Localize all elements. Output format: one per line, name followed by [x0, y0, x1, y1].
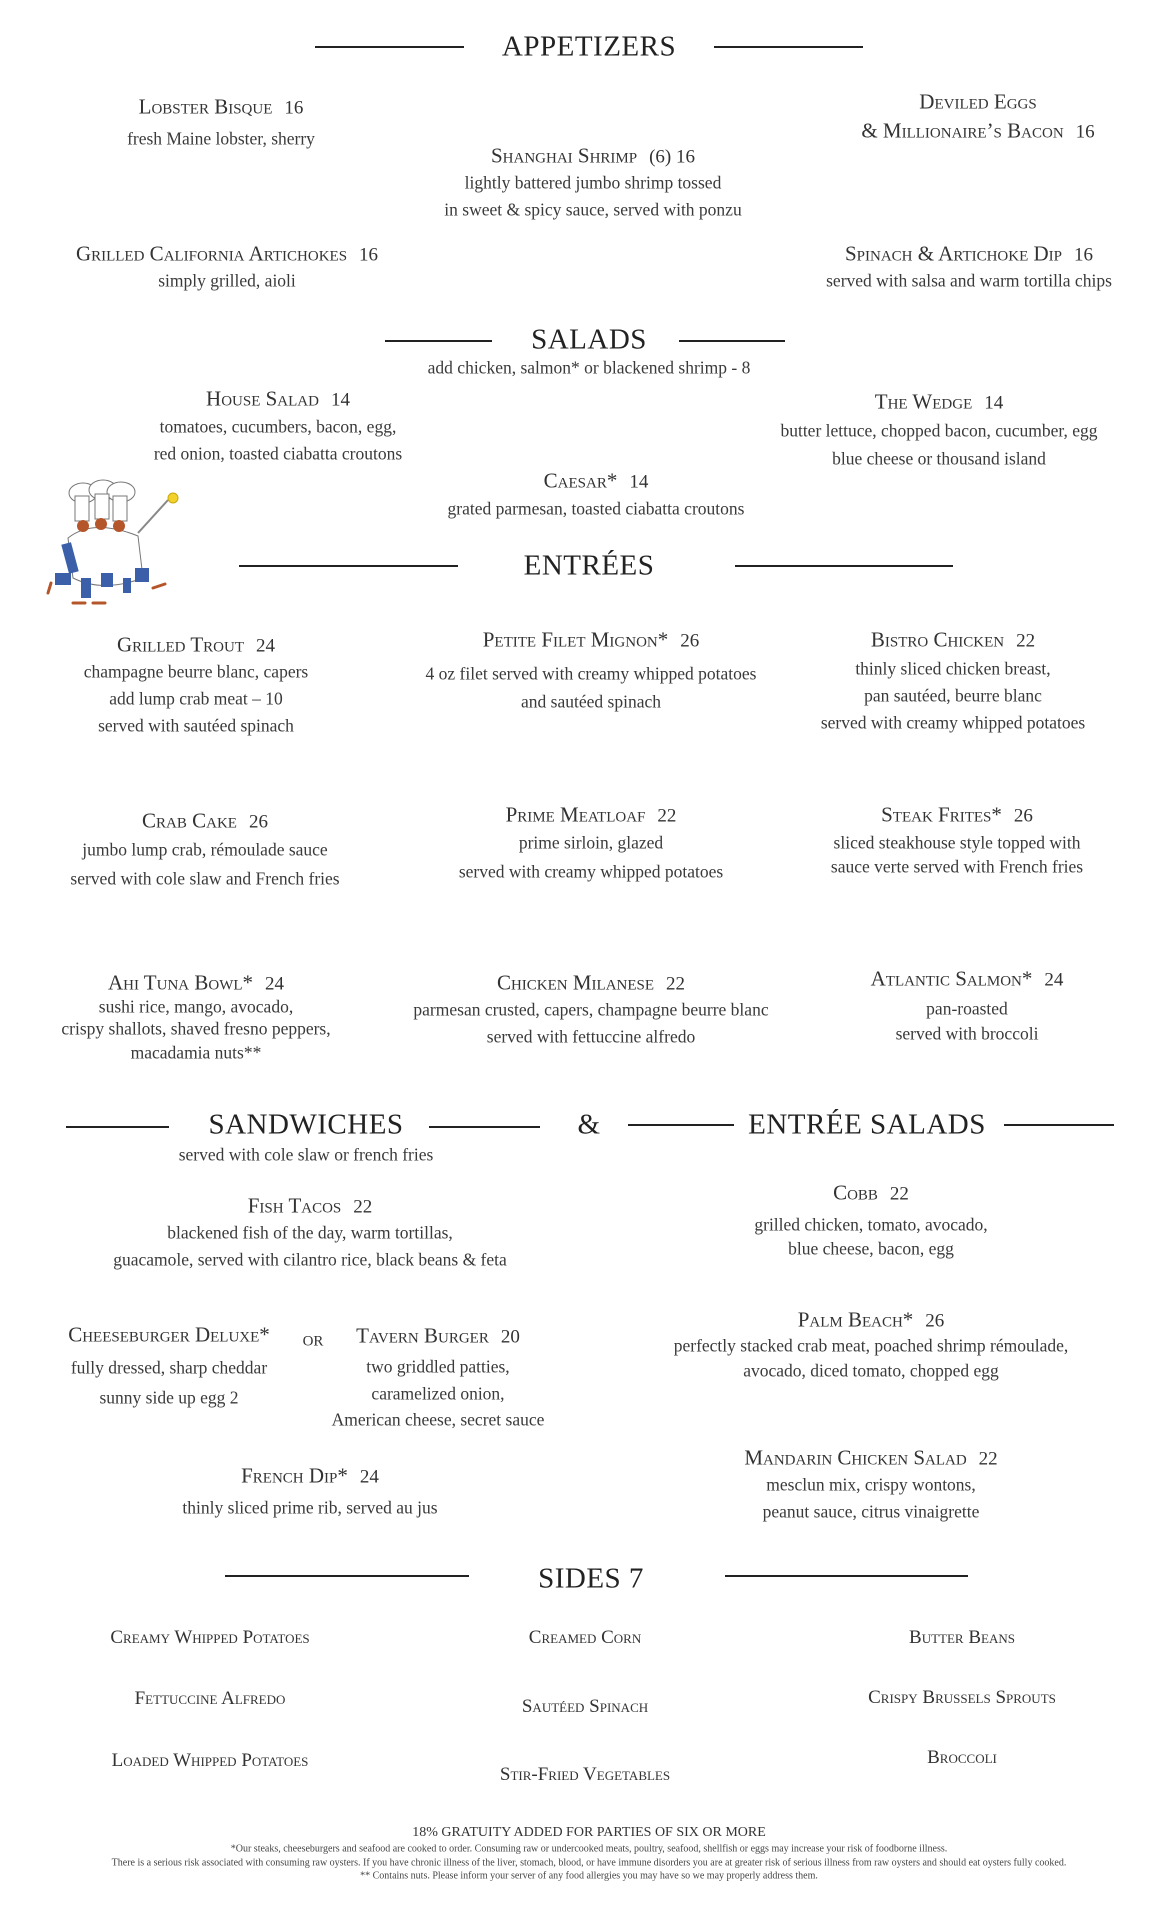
item-description: avocado, diced tomato, chopped egg	[743, 1360, 999, 1381]
item-description: perfectly stacked crab meat, poached shrimp rémoulade,	[673, 1335, 1069, 1356]
item-description: sunny side up egg 2	[99, 1387, 239, 1408]
divider-line	[714, 46, 863, 48]
menu-item-cobb	[833, 1181, 909, 1206]
menu-item-chicken-milanese	[497, 971, 685, 996]
item-price: 24	[359, 1466, 379, 1488]
item-description: blue cheese, bacon, egg	[788, 1238, 954, 1259]
item-price: 22	[889, 1183, 909, 1205]
divider-line	[429, 1126, 540, 1128]
item-description: and sautéed spinach	[521, 691, 661, 712]
item-name: House Salad	[206, 386, 319, 411]
item-name: Crab Cake	[142, 808, 237, 833]
item-description: thinly sliced prime rib, served au jus	[182, 1497, 438, 1518]
menu-item-french-dip	[241, 1464, 379, 1489]
sides-heading: SIDES 7	[538, 1562, 644, 1595]
item-description: served with creamy whipped potatoes	[820, 712, 1086, 733]
item-name: Mandarin Chicken Salad	[744, 1445, 967, 1470]
item-description: grilled chicken, tomato, avocado,	[754, 1214, 988, 1235]
item-name: Fish Tacos	[247, 1193, 342, 1218]
footer-note: There is a serious risk associated with consuming raw oysters. If you have chronic illness of the liver, stomach, blood, or have immune disorders you are at greater risk of serious illness from raw oysters and should eat oysters fully cooked.	[111, 1857, 1067, 1869]
item-price: 14	[629, 471, 649, 493]
salads-note: add chicken, salmon* or blackened shrimp - 8	[427, 357, 751, 378]
item-description: tomatoes, cucumbers, bacon, egg,	[159, 416, 397, 437]
menu-item-tavern-burger	[356, 1324, 520, 1349]
item-name: Prime Meatloaf	[505, 802, 646, 827]
menu-item-grilled-trout	[117, 633, 275, 658]
menu-item-fish-tacos	[248, 1194, 373, 1219]
item-price: 20	[500, 1326, 520, 1348]
item-description: simply grilled, aioli	[158, 270, 296, 291]
item-name-line2: & Millionaire’s Bacon	[861, 118, 1064, 143]
item-description: jumbo lump crab, rémoulade sauce	[82, 839, 328, 860]
side-item: Crispy Brussels Sprouts	[868, 1687, 1056, 1708]
item-description: crispy shallots, shaved fresno peppers,	[61, 1018, 331, 1039]
entrees-heading: ENTRÉES	[523, 549, 655, 582]
item-description: peanut sauce, citrus vinaigrette	[762, 1501, 980, 1522]
divider-line	[1004, 1124, 1114, 1126]
item-description: prime sirloin, glazed	[518, 832, 664, 853]
item-price: 26	[680, 630, 700, 652]
item-description: fully dressed, sharp cheddar	[70, 1357, 268, 1378]
item-description: sliced steakhouse style topped with	[833, 832, 1081, 853]
menu-item-meatloaf	[506, 803, 677, 828]
item-name: Cobb	[833, 1180, 878, 1205]
menu-item-caesar	[544, 469, 649, 494]
item-name: Spinach & Artichoke Dip	[844, 241, 1063, 266]
item-description: served with salsa and warm tortilla chips	[826, 270, 1112, 291]
footer-note: *Our steaks, cheeseburgers and seafood are cooked to order. Consuming raw or undercooked meats, poultry, seafood, shellfish or eggs may increase your risk of foodborne illness.	[230, 1843, 948, 1855]
side-item: Broccoli	[927, 1747, 997, 1768]
menu-item-deviled-eggs	[919, 90, 1036, 115]
entree-salads-heading: ENTRÉE SALADS	[748, 1108, 986, 1141]
item-description: served with sautéed spinach	[98, 715, 294, 736]
item-description: two griddled patties,	[366, 1356, 510, 1377]
item-description: lightly battered jumbo shrimp tossed	[464, 172, 722, 193]
footer-note: ** Contains nuts. Please inform your server of any food allergies you may have so we may properly address them.	[360, 1870, 818, 1882]
item-description: served with broccoli	[895, 1023, 1039, 1044]
item-price: 24	[265, 973, 285, 995]
side-item: Stir-Fried Vegetables	[499, 1764, 671, 1785]
side-item: Fettuccine Alfredo	[134, 1688, 286, 1709]
sandwiches-note: served with cole slaw or french fries	[178, 1144, 434, 1165]
item-description: grated parmesan, toasted ciabatta croutons	[447, 498, 745, 519]
menu-item-steak-frites	[881, 803, 1033, 828]
item-price: 22	[353, 1196, 373, 1218]
item-name: Chicken Milanese	[496, 970, 655, 995]
item-price: 14	[984, 392, 1004, 414]
dancing-chefs-illustration	[43, 478, 198, 613]
item-price: 22	[978, 1448, 998, 1470]
item-name: Bistro Chicken	[870, 627, 1005, 652]
item-description: thinly sliced chicken breast,	[855, 658, 1051, 679]
menu-item-lobster-bisque	[139, 95, 304, 120]
item-description: 4 oz filet served with creamy whipped potatoes	[425, 663, 757, 684]
item-description: champagne beurre blanc, capers	[83, 661, 309, 682]
item-price: 26	[925, 1310, 945, 1332]
divider-line	[315, 46, 464, 48]
item-name: Grilled Trout	[116, 632, 245, 657]
item-name: Palm Beach*	[797, 1307, 914, 1332]
divider-line	[628, 1124, 734, 1126]
item-description: pan sautéed, beurre blanc	[864, 685, 1042, 706]
item-price: 16	[1075, 121, 1095, 143]
item-price: 26	[1013, 805, 1033, 827]
item-name: Deviled Eggs	[919, 89, 1037, 114]
sandwiches-heading: SANDWICHES	[208, 1108, 404, 1141]
item-description: served with cole slaw and French fries	[70, 868, 340, 889]
menu-item-spinach-dip	[845, 242, 1093, 267]
item-price: 22	[657, 805, 677, 827]
divider-line	[66, 1126, 169, 1128]
item-name: Grilled California Artichokes	[75, 241, 348, 266]
item-price: 24	[1044, 969, 1064, 991]
menu-item-wedge	[875, 390, 1004, 415]
item-name: Caesar*	[543, 468, 618, 493]
item-name: Steak Frites*	[881, 802, 1002, 827]
divider-line	[735, 565, 953, 567]
menu-item-deviled-eggs-line2	[861, 119, 1094, 144]
appetizers-heading: APPETIZERS	[501, 30, 677, 63]
menu-item-crab-cake	[142, 809, 268, 834]
item-price: 16	[359, 244, 379, 266]
divider-line	[239, 565, 458, 567]
item-name: Ahi Tuna Bowl*	[107, 970, 254, 995]
item-description: macadamia nuts**	[130, 1042, 262, 1063]
item-name: Petite Filet Mignon*	[482, 627, 669, 652]
item-description: guacamole, served with cilantro rice, black beans & feta	[113, 1249, 507, 1270]
or-label: or	[302, 1326, 324, 1351]
item-name: Shanghai Shrimp	[490, 143, 638, 168]
item-description: pan-roasted	[926, 998, 1008, 1019]
item-name: Atlantic Salmon*	[870, 966, 1033, 991]
item-description: sushi rice, mango, avocado,	[98, 996, 294, 1017]
divider-line	[225, 1575, 469, 1577]
ampersand: &	[577, 1108, 601, 1141]
menu-item-bistro-chicken	[871, 628, 1035, 653]
side-item: Creamed Corn	[528, 1627, 642, 1648]
item-price: 16	[1074, 244, 1094, 266]
menu-item-artichokes	[76, 242, 378, 267]
item-description: fresh Maine lobster, sherry	[127, 128, 315, 149]
item-name: French Dip*	[241, 1463, 348, 1488]
item-price: 22	[666, 973, 686, 995]
menu-item-filet-mignon	[483, 628, 699, 653]
item-name: Lobster Bisque	[138, 94, 273, 119]
divider-line	[385, 340, 492, 342]
side-item: Sautéed Spinach	[521, 1696, 649, 1717]
divider-line	[679, 340, 785, 342]
item-description: parmesan crusted, capers, champagne beurre blanc	[413, 999, 769, 1020]
item-price: 14	[330, 389, 350, 411]
item-description: served with creamy whipped potatoes	[458, 861, 724, 882]
menu-item-atlantic-salmon	[871, 967, 1064, 992]
menu-item-mandarin	[744, 1446, 997, 1471]
item-description: red onion, toasted ciabatta croutons	[153, 443, 403, 464]
menu-item-palm-beach	[798, 1308, 945, 1333]
side-item: Loaded Whipped Potatoes	[111, 1750, 309, 1771]
item-description: mesclun mix, crispy wontons,	[766, 1474, 976, 1495]
item-description: blue cheese or thousand island	[832, 448, 1046, 469]
item-description: caramelized onion,	[371, 1383, 505, 1404]
item-price: 22	[1016, 630, 1036, 652]
item-description: American cheese, secret sauce	[331, 1409, 545, 1430]
item-description: add lump crab meat – 10	[109, 688, 283, 709]
menu-item-shanghai-shrimp	[491, 144, 695, 169]
menu-item-ahi-tuna	[108, 971, 284, 996]
item-description: in sweet & spicy sauce, served with ponzu	[444, 199, 742, 220]
item-description: served with fettuccine alfredo	[486, 1026, 696, 1047]
item-description: butter lettuce, chopped bacon, cucumber, egg	[780, 420, 1098, 441]
item-name: Tavern Burger	[356, 1323, 489, 1348]
item-name: The Wedge	[874, 389, 973, 414]
item-price: (6) 16	[649, 146, 696, 168]
item-price: 16	[284, 97, 304, 119]
menu-item-cheeseburger	[68, 1323, 270, 1348]
divider-line	[725, 1575, 968, 1577]
item-price: 26	[248, 811, 268, 833]
side-item: Creamy Whipped Potatoes	[110, 1627, 310, 1648]
item-name: Cheeseburger Deluxe*	[68, 1322, 270, 1347]
menu-item-house-salad	[206, 387, 350, 412]
side-item: Butter Beans	[909, 1627, 1015, 1648]
item-price: 24	[256, 635, 276, 657]
salads-heading: SALADS	[531, 323, 647, 356]
gratuity-notice: 18% GRATUITY ADDED FOR PARTIES OF SIX OR MORE	[412, 1825, 766, 1840]
item-description: sauce verte served with French fries	[830, 856, 1084, 877]
item-description: blackened fish of the day, warm tortillas,	[167, 1222, 453, 1243]
